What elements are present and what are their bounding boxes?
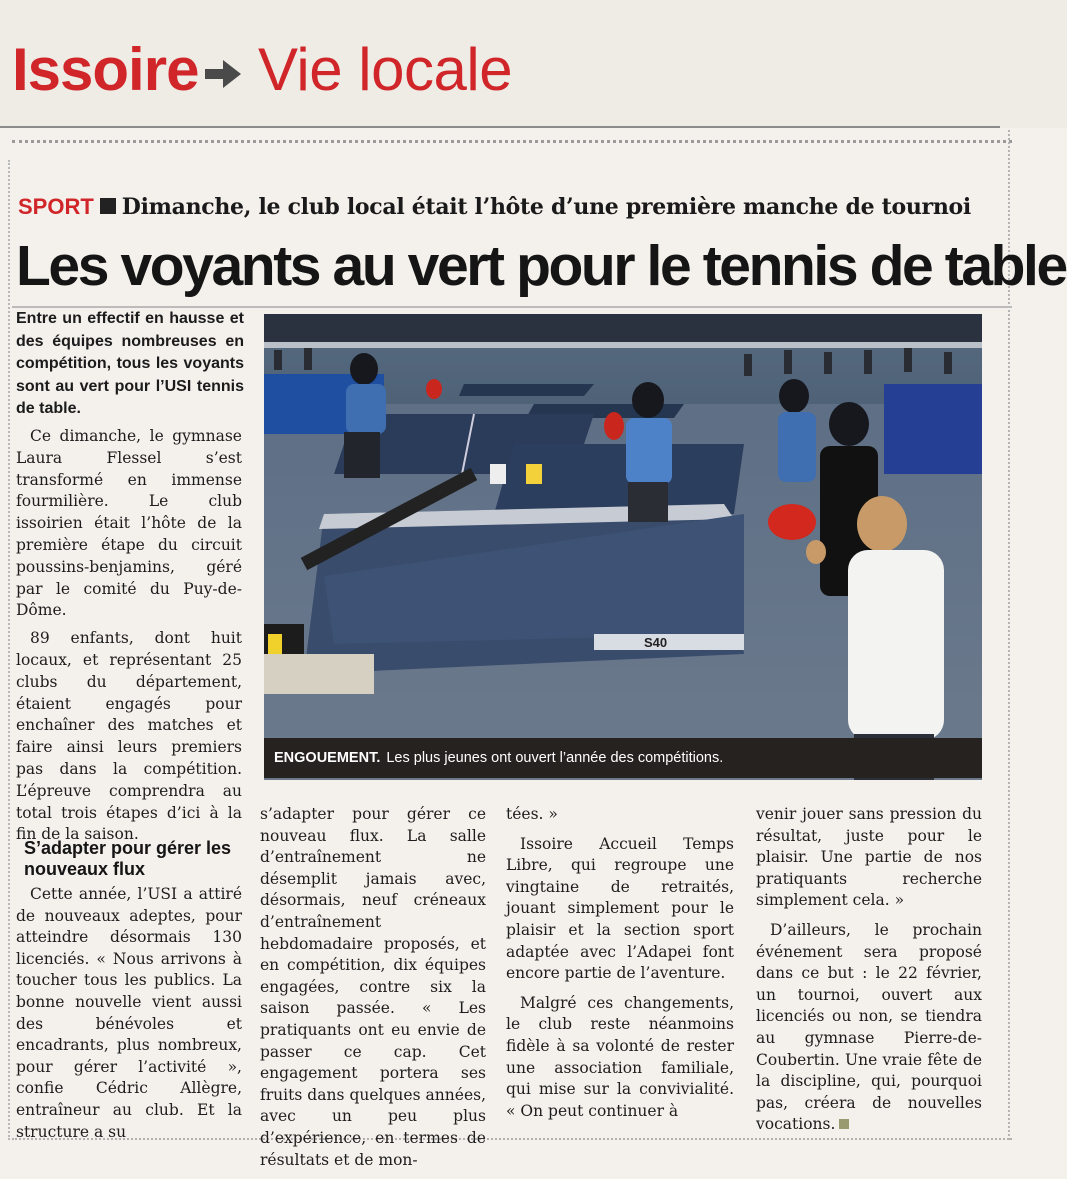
photo-caption bbox=[264, 738, 982, 778]
kicker-text: Dimanche, le club local était l’hôte d’une première manche de tournoi bbox=[121, 194, 971, 220]
paragraph-text: D’ailleurs, le prochain événement sera proposé dans ce but : le 22 février, un tournoi, ouvert aux licenciés ou non, se tiendra au gymnase Pierre-de-Coubertin. Une vraie fête de la discipline, qui, pourquoi pas, créera de nouvelles vocations. bbox=[756, 920, 982, 1134]
column-4 bbox=[756, 804, 982, 1144]
column-2 bbox=[260, 804, 486, 1179]
dotted-divider bbox=[12, 140, 1012, 146]
article-headline: Les voyants au vert pour le tennis de table bbox=[16, 234, 1066, 298]
square-bullet-icon bbox=[100, 198, 116, 214]
paragraph: venir jouer sans pression du résultat, juste pour le plaisir. Une partie de nos pratiquants recherche simplement cela. » bbox=[756, 805, 982, 910]
article-kicker bbox=[18, 194, 971, 220]
caption-text: Les plus jeunes ont ouvert l’année des compétitions. bbox=[386, 750, 724, 766]
header-divider bbox=[0, 126, 1000, 128]
arrow-right-icon bbox=[203, 54, 243, 94]
column-3 bbox=[506, 804, 734, 1130]
article-lead: Entre un effectif en hausse et des équipes nombreuses en compétition, tous les voyants sont au vert pour l’USI tennis de table. bbox=[16, 310, 244, 418]
article-subheading: S’adapter pour gérer les nouveaux flux bbox=[24, 838, 232, 879]
paragraph: tées. » bbox=[506, 805, 558, 823]
left-column bbox=[16, 426, 242, 852]
paragraph: s’adapter pour gérer ce nouveau flux. La salle d’entraînement ne désemplit jamais avec, désormais, neuf créneaux d’entraînement hebdomadaire proposés, et en compétition, dix équipes engagées, contre six la saison passée. « Les pratiquants ont eu envie de passer ce cap. Cet engagement portera ses fruits dans quelques années, avec un peu plus d’expérience, en termes de résultats et de mon- bbox=[260, 805, 486, 1169]
kicker-tag: SPORT bbox=[18, 194, 94, 219]
paragraph: Malgré ces changements, le club reste néanmoins fidèle à sa volonté de rester une association familiale, qui mise sur la convivialité. « On peut continuer à bbox=[506, 993, 734, 1120]
end-mark-icon bbox=[839, 1119, 849, 1129]
paragraph: Ce dimanche, le gymnase Laura Flessel s’est transformé en immense fourmilière. Le club issoirien était l’hôte de la première étape du circuit poussins-benjamins, géré par le comité du Puy-de-Dôme. bbox=[16, 427, 242, 620]
left-column-continued bbox=[16, 884, 242, 1151]
paragraph: 89 enfants, dont huit locaux, et représentant 25 clubs du département, étaient engagés pour enchaîner des matches et faire ainsi leurs premiers pas dans la compétition. L’épreuve comprendra au total trois étapes d’ici à la fin de la saison. bbox=[16, 629, 242, 844]
caption-label: ENGOUEMENT. bbox=[274, 750, 381, 766]
header-section: Vie locale bbox=[258, 36, 513, 103]
paragraph: Issoire Accueil Temps Libre, qui regroupe une vingtaine de retraités, jouant simplement pour le plaisir et la section sport adaptée avec l’Adapei font encore partie de l’aventure. bbox=[506, 834, 734, 983]
article-photo bbox=[264, 314, 982, 780]
table-brand-label: S40 bbox=[644, 635, 668, 650]
paragraph bbox=[756, 920, 982, 1136]
header-city: Issoire bbox=[12, 36, 199, 103]
paragraph: Cette année, l’USI a attiré de nouveaux adeptes, pour atteindre désormais 130 licenciés. « Nous arrivons à toucher tous les publics. La bonne nouvelle vient aussi des bénévoles et encadrants, plus nombreux, pour gérer l’activité », confie Cédric Allègre, entraîneur au club. Et la structure a su bbox=[16, 885, 242, 1141]
